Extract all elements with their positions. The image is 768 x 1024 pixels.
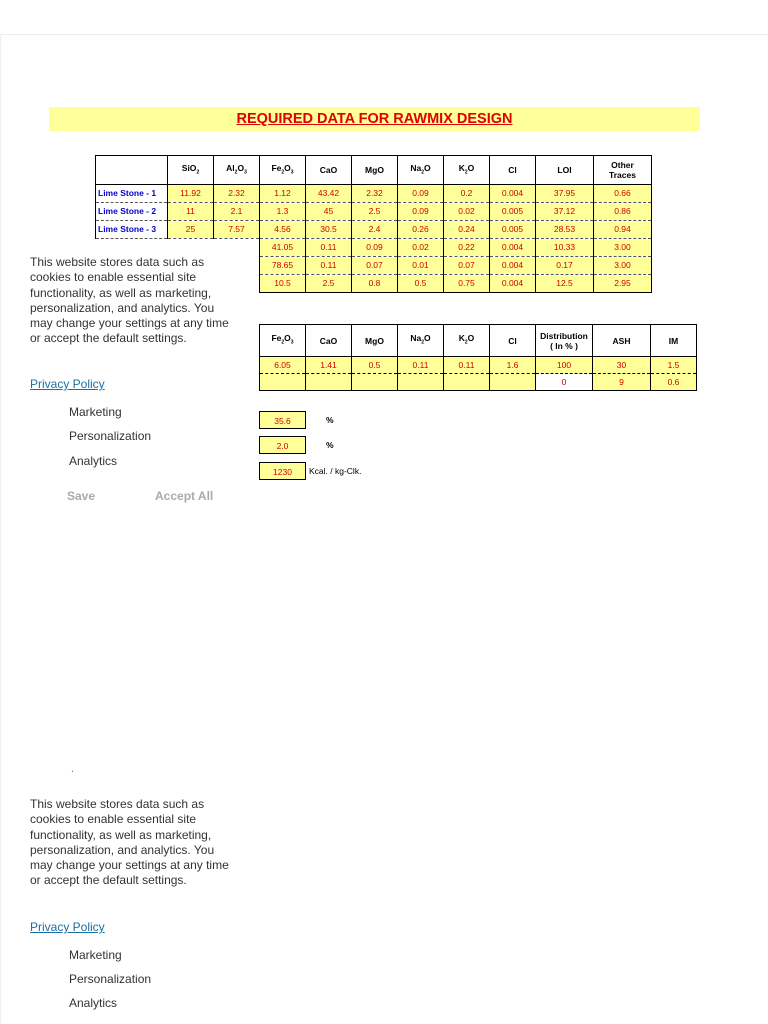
accept-all-button[interactable]: Accept All — [155, 489, 214, 503]
stray-dot: . — [71, 764, 74, 775]
table-cell[interactable]: 9 — [593, 374, 651, 391]
table-cell[interactable]: 41.05 — [260, 239, 306, 257]
table-cell[interactable]: 45 — [306, 203, 352, 221]
table-cell[interactable] — [168, 239, 214, 257]
table-cell[interactable]: 1.3 — [260, 203, 306, 221]
header-k2o: $K_2O$ — [444, 325, 490, 357]
table-cell[interactable]: 2.95 — [594, 275, 652, 293]
input-box-3[interactable]: 1230 — [259, 462, 306, 480]
table-cell[interactable]: 3.00 — [594, 257, 652, 275]
row-label — [96, 239, 168, 257]
table-cell[interactable]: 2.1 — [214, 203, 260, 221]
table-cell[interactable]: 12.5 — [536, 275, 594, 293]
table-cell[interactable]: 0.17 — [536, 257, 594, 275]
cookie-text: This website stores data such as cookies to enable essential site functionality, as well as marketing, personalization, and analytics. You may change your settings at any time or accept the default settings. — [30, 255, 240, 350]
page-title: REQUIRED DATA FOR RAWMIX DESIGN — [236, 111, 513, 127]
table-cell[interactable]: 0.75 — [444, 275, 490, 293]
table-row — [96, 239, 652, 257]
table-cell[interactable]: 0.11 — [306, 239, 352, 257]
table-cell[interactable]: 1.6 — [490, 357, 536, 374]
table-cell[interactable]: 0.005 — [490, 203, 536, 221]
header-mgo: MgO — [352, 325, 398, 357]
table-cell[interactable]: 7.57 — [214, 221, 260, 239]
table-cell[interactable]: 0.94 — [594, 221, 652, 239]
table-cell[interactable]: 2.5 — [352, 203, 398, 221]
table-cell[interactable]: 0.09 — [398, 185, 444, 203]
table-cell[interactable]: 4.56 — [260, 221, 306, 239]
header-al2o3: $Al_2O_3$ — [214, 156, 260, 185]
privacy-policy-link-2[interactable]: Privacy Policy — [30, 920, 105, 934]
unit-label-2: % — [326, 440, 334, 450]
table-cell[interactable] — [398, 374, 444, 391]
table-cell[interactable]: 0.01 — [398, 257, 444, 275]
table-cell[interactable] — [306, 374, 352, 391]
table-cell[interactable]: 10.33 — [536, 239, 594, 257]
table-cell[interactable]: 78.65 — [260, 257, 306, 275]
table-cell[interactable]: 11 — [168, 203, 214, 221]
table2-header-row — [260, 325, 697, 357]
top-divider — [0, 34, 768, 35]
table-cell[interactable]: 0.07 — [352, 257, 398, 275]
table-cell[interactable]: 0.66 — [594, 185, 652, 203]
table-cell[interactable]: 10.5 — [260, 275, 306, 293]
table-cell[interactable]: 28.53 — [536, 221, 594, 239]
header-cell-empty — [96, 156, 168, 185]
table-cell[interactable]: 0 — [536, 374, 593, 391]
table-cell[interactable] — [490, 374, 536, 391]
table-cell[interactable] — [444, 374, 490, 391]
input-box-1[interactable]: 35.6 — [259, 411, 306, 429]
table-row — [96, 221, 652, 239]
table-cell[interactable]: 0.2 — [444, 185, 490, 203]
option-personalization[interactable]: Personalization — [69, 429, 152, 443]
header-im: IM — [651, 325, 697, 357]
cookie-text-2: This website stores data such as cookies to enable essential site functionality, as well as marketing, personalization, and analytics. You may change your settings at any time or accept the default settings. — [30, 797, 240, 892]
table-cell[interactable] — [214, 239, 260, 257]
left-divider — [0, 34, 1, 1024]
header-distribution: Distribution ( In % ) — [536, 325, 593, 357]
table-cell[interactable]: 0.09 — [398, 203, 444, 221]
table-cell[interactable]: 0.09 — [352, 239, 398, 257]
table-cell[interactable]: 0.004 — [490, 239, 536, 257]
table-cell[interactable] — [352, 374, 398, 391]
table-cell[interactable]: 0.24 — [444, 221, 490, 239]
header-na2o: $Na_2O$ — [398, 325, 444, 357]
table-row — [260, 357, 697, 374]
privacy-policy-link[interactable]: Privacy Policy — [30, 377, 105, 391]
table-cell[interactable]: 0.26 — [398, 221, 444, 239]
table-cell[interactable]: 0.86 — [594, 203, 652, 221]
table-row — [96, 203, 652, 221]
table-row — [96, 185, 652, 203]
table-cell[interactable]: 25 — [168, 221, 214, 239]
header-cl: Cl — [490, 325, 536, 357]
header-ash: ASH — [593, 325, 651, 357]
unit-label-1: % — [326, 415, 334, 425]
title-band — [49, 107, 700, 131]
header-loi: LOI — [536, 156, 594, 185]
table-cell[interactable]: 0.6 — [651, 374, 697, 391]
table-cell[interactable]: 0.02 — [444, 203, 490, 221]
row-label: Lime Stone - 2 — [96, 203, 168, 221]
option-personalization-2[interactable]: Personalization — [69, 972, 152, 986]
table-cell[interactable]: 2.32 — [352, 185, 398, 203]
header-cl: Cl — [490, 156, 536, 185]
table-header-row — [96, 156, 652, 185]
table-cell[interactable]: 0.8 — [352, 275, 398, 293]
header-fe2o3: $Fe_2O_3$ — [260, 156, 306, 185]
table-cell[interactable]: 100 — [536, 357, 593, 374]
header-fe2o3: $Fe_2O_3$ — [260, 325, 306, 357]
table-cell[interactable]: 0.07 — [444, 257, 490, 275]
table-cell[interactable]: 2.4 — [352, 221, 398, 239]
unit-label-3: Kcal. / kg-Clk. — [309, 466, 362, 476]
table-row — [260, 374, 697, 391]
table-cell[interactable]: 0.004 — [490, 185, 536, 203]
table-cell[interactable]: 0.11 — [306, 257, 352, 275]
table-cell[interactable]: 0.004 — [490, 275, 536, 293]
row-label: Lime Stone - 3 — [96, 221, 168, 239]
distribution-table — [259, 324, 697, 391]
table-cell[interactable]: 0.11 — [444, 357, 490, 374]
row-label: Lime Stone - 1 — [96, 185, 168, 203]
table-cell[interactable]: 0.5 — [398, 275, 444, 293]
table-cell[interactable]: 3.00 — [594, 239, 652, 257]
header-mgo: MgO — [352, 156, 398, 185]
table-cell[interactable]: 37.95 — [536, 185, 594, 203]
header-na2o: $Na_2O$ — [398, 156, 444, 185]
option-marketing[interactable]: Marketing — [69, 405, 122, 419]
option-analytics-2[interactable]: Analytics — [69, 996, 118, 1010]
table-cell[interactable]: 30 — [593, 357, 651, 374]
table-cell[interactable]: 37.12 — [536, 203, 594, 221]
input-box-2[interactable]: 2.0 — [259, 436, 306, 454]
table-cell[interactable]: 0.11 — [398, 357, 444, 374]
table-cell[interactable]: 0.02 — [398, 239, 444, 257]
option-marketing-2[interactable]: Marketing — [69, 948, 122, 962]
table-cell[interactable] — [260, 374, 306, 391]
header-cao: CaO — [306, 325, 352, 357]
table-cell[interactable]: 0.005 — [490, 221, 536, 239]
table-cell[interactable]: 1.5 — [651, 357, 697, 374]
table-cell[interactable]: 2.5 — [306, 275, 352, 293]
table-cell[interactable]: 43.42 — [306, 185, 352, 203]
table-cell[interactable]: 0.5 — [352, 357, 398, 374]
table-cell[interactable]: 1.41 — [306, 357, 352, 374]
table-cell[interactable]: 30.5 — [306, 221, 352, 239]
header-cao: CaO — [306, 156, 352, 185]
header-k2o: $K_2O$ — [444, 156, 490, 185]
table-cell[interactable]: 0.004 — [490, 257, 536, 275]
save-button[interactable]: Save — [67, 489, 96, 503]
option-analytics[interactable]: Analytics — [69, 454, 118, 468]
header-other-traces: Other Traces — [594, 156, 652, 185]
table-cell[interactable]: 11.92 — [168, 185, 214, 203]
table-cell[interactable]: 1.12 — [260, 185, 306, 203]
table-cell[interactable]: 2.32 — [214, 185, 260, 203]
table-cell[interactable]: 0.22 — [444, 239, 490, 257]
header-sio2: SiO$_2$ — [168, 156, 214, 185]
table-cell[interactable]: 6.05 — [260, 357, 306, 374]
